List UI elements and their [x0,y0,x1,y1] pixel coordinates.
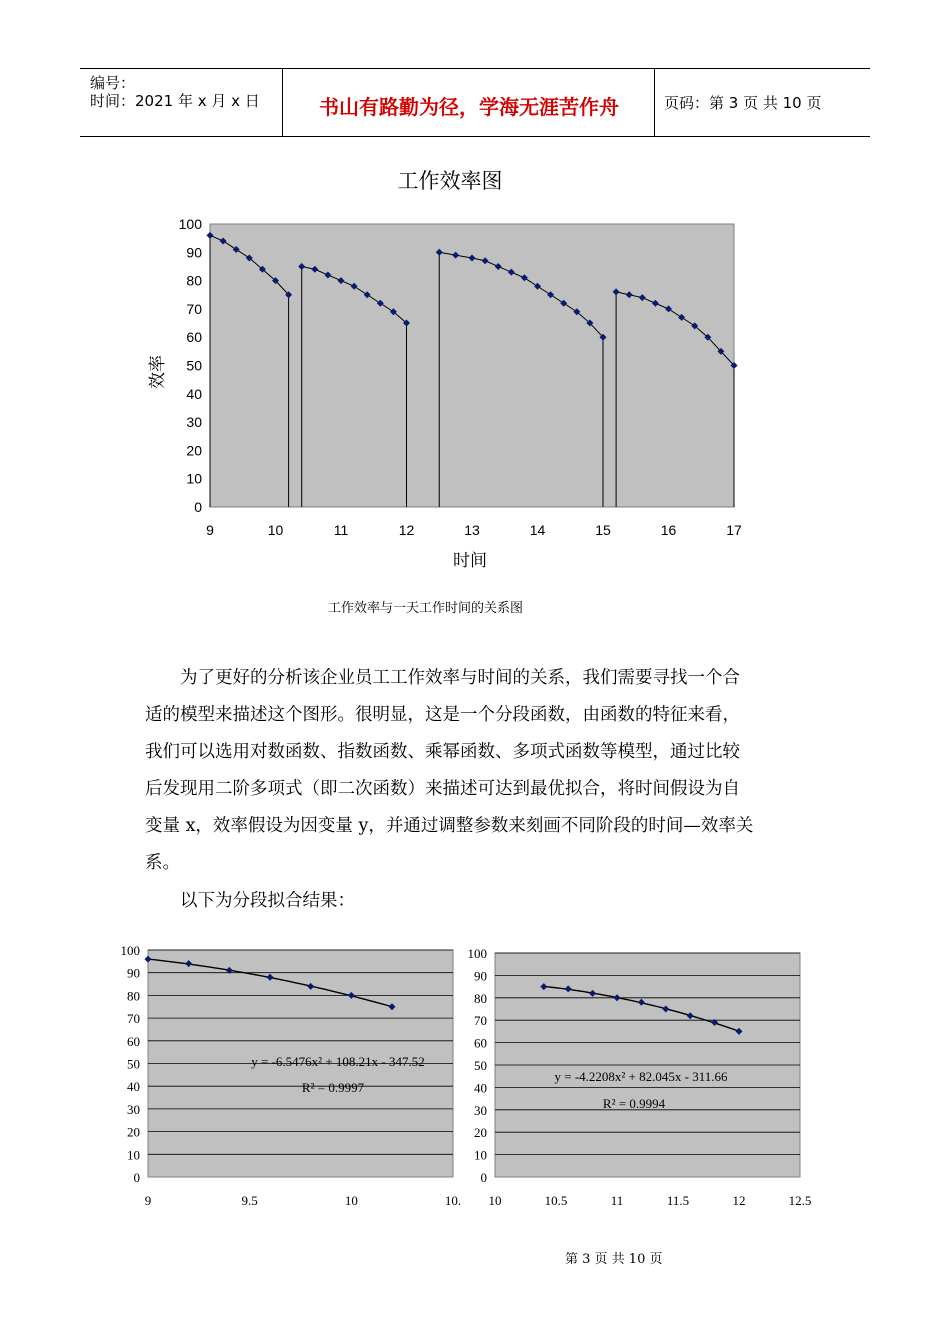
y-tick-label: 20 [127,1124,140,1140]
efficiency-chart [140,158,760,578]
x-tick-label: 10 [344,1193,358,1208]
y-tick-label: 50 [186,357,202,374]
y-tick-label: 60 [186,329,202,346]
fit-r-squared: R² = 0.9994 [602,1096,666,1111]
doc-date-label: 时间：2021 年 x 月 x 日 [90,92,260,110]
y-tick-label: 80 [186,272,202,289]
y-tick-label: 70 [474,1013,487,1029]
y-tick-label: 40 [186,385,202,402]
page-footer: 第 3 页 共 10 页 [565,1252,663,1267]
y-tick-label: 70 [127,1011,140,1027]
doc-number-label: 编号： [90,74,136,92]
y-tick-label: 100 [467,946,487,961]
paragraph-line: 后发现用二阶多项式（即二次函数）来描述可达到最优拟合，将时间假设为自 [145,779,740,799]
fit-chart-2 [458,938,818,1218]
x-tick-label: 13 [464,522,480,538]
x-tick-label: 9.5 [241,1193,258,1208]
fit-r-squared: R² = 0.9997 [301,1080,365,1095]
y-tick-label: 40 [474,1080,487,1096]
x-tick-label: 9 [206,522,214,538]
paragraph-line: 为了更好的分析该企业员工工作效率与时间的关系，我们需要寻找一个合 [180,668,740,688]
chart-title: 工作效率图 [397,170,503,193]
header-divider [282,69,283,136]
y-tick-label: 30 [186,414,202,431]
x-tick-label: 16 [660,522,677,538]
paragraph-line: 我们可以选用对数函数、指数函数、乘幂函数、多项式函数等模型，通过比较 [145,742,740,762]
y-tick-label: 0 [194,499,202,515]
x-tick-label: 12.5 [788,1193,812,1208]
y-axis-label: 效率 [148,355,167,389]
y-tick-label: 30 [474,1102,487,1118]
figure-caption: 工作效率与一天工作时间的关系图 [328,601,524,616]
y-tick-label: 80 [474,990,487,1006]
fit-intro: 以下为分段拟合结果： [180,891,355,911]
y-tick-label: 10 [186,470,202,487]
y-tick-label: 90 [127,965,140,981]
x-tick-label: 12 [398,522,415,538]
fit-chart-1 [105,938,465,1218]
x-tick-label: 12 [732,1193,746,1208]
y-tick-label: 100 [178,216,202,232]
y-tick-label: 10 [474,1147,487,1163]
x-tick-label: 11.5 [666,1193,690,1208]
paragraph-line: 适的模型来描述这个图形。很明显，这是一个分段函数，由函数的特征来看， [145,705,740,725]
y-tick-label: 60 [127,1033,140,1049]
x-axis-label: 时间 [453,551,487,570]
page-indicator: 页码：第 3 页 共 10 页 [664,94,822,112]
paragraph-line: 系。 [145,853,180,873]
header-motto: 书山有路勤为径，学海无涯苦作舟 [319,95,619,119]
y-tick-label: 60 [474,1035,487,1051]
y-tick-label: 30 [127,1101,140,1117]
y-tick-label: 10 [127,1147,140,1163]
y-tick-label: 100 [120,943,140,958]
x-tick-label: 14 [529,522,546,538]
y-tick-label: 0 [480,1170,487,1185]
header-divider [654,69,655,136]
x-tick-label: 17 [726,522,742,538]
y-tick-label: 20 [186,442,202,459]
y-tick-label: 40 [127,1079,140,1095]
y-tick-label: 90 [186,244,202,261]
x-tick-label: 15 [595,522,611,538]
y-tick-label: 50 [127,1056,140,1072]
y-tick-label: 70 [186,300,202,317]
x-tick-label: 10 [488,1193,502,1208]
x-tick-label: 10 [267,522,284,538]
x-tick-label: 10. [444,1193,462,1208]
y-tick-label: 50 [474,1058,487,1073]
fit-equation: y = -6.5476x² + 108.21x - 347.52 [251,1054,425,1069]
page-header [80,68,870,137]
x-tick-label: 9 [144,1193,152,1208]
fit-equation: y = -4.2208x² + 82.045x - 311.66 [554,1069,728,1084]
y-tick-label: 90 [474,968,487,984]
x-tick-label: 11 [333,522,349,538]
y-tick-label: 0 [133,1170,140,1185]
paragraph-line: 变量 x，效率假设为因变量 y，并通过调整参数来刻画不同阶段的时间—效率关 [145,816,754,836]
x-tick-label: 10.5 [544,1193,568,1208]
y-tick-label: 20 [474,1125,487,1141]
y-tick-label: 80 [127,988,140,1004]
x-tick-label: 11 [610,1193,624,1208]
